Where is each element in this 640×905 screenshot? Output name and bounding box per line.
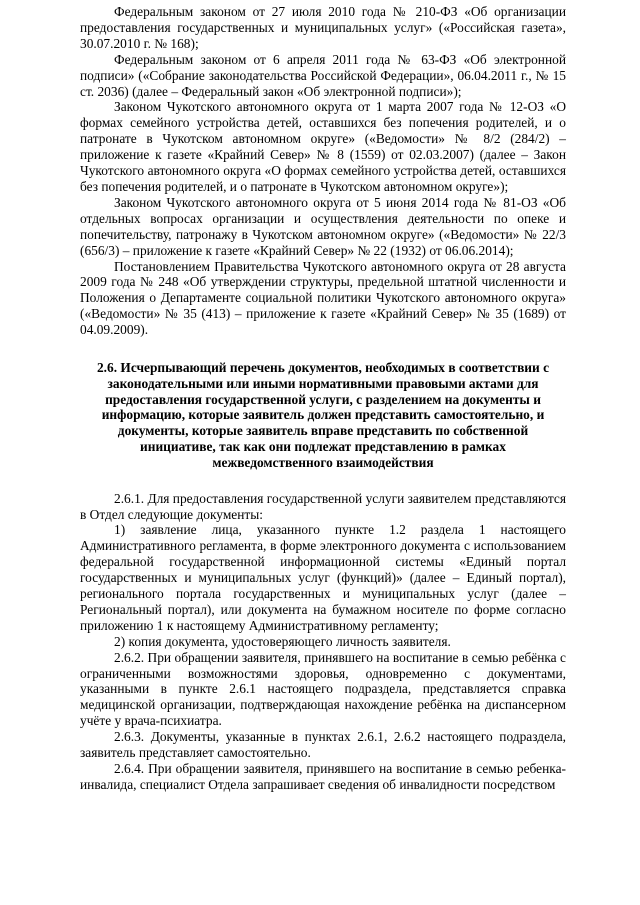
paragraph-2-6-2: 2.6.2. При обращении заявителя, принявшего на воспитание в семью ребёнка с ограниченными возможностями здоровья, одновременно с документами, указанными в пункте 2.6.1 настоящего подраздела, представляется справка медицинской организации, подтверждающая нахождение ребёнка на диспансерном учёте у врача-психиатра. [80, 649, 566, 729]
list-item-id-copy: 2) копия документа, удостоверяющего личность заявителя. [114, 633, 451, 649]
list-item-application: 1) заявление лица, указанного пункте 1.2 раздела 1 настоящего Административного регламента, в форме электронного документа с использованием федеральной государственной информационной системы «Единый портал государственных и муниципальных услуг (функций)» (далее – Единый портал), регионального портала государственных и муниципальных услуг (далее – Региональный портал), или документа на бумажном носителе по форме согласно приложению 1 к настоящему Административному регламенту; [80, 522, 566, 633]
section-heading-2-6: 2.6. Исчерпывающий перечень документов, необходимых в соответствии с законодательными или иными нормативными правовыми актами для предоставления государственной услуги, с разделением на документы и информацию, которые заявитель должен представить самостоятельно, и документы, которые заявитель вправе представить по собственной инициативе, так как они подлежат представлению в рамках межведомственного взаимодействия [96, 360, 550, 470]
paragraph-2-6-3: 2.6.3. Документы, указанные в пунктах 2.6.1, 2.6.2 настоящего подраздела, заявитель представляет самостоятельно. [80, 729, 566, 761]
resolution-reference-248: Постановлением Правительства Чукотского автономного округа от 28 августа 2009 года № 248 «Об утверждении структуры, предельной штатной численности и Положения о Департаменте социальной политики Чукотского автономного округа» («Ведомости» № 35 (413) – приложение к газете «Крайний Север» № 35 (1689) от 04.09.2009). [80, 258, 566, 338]
law-reference-12oz: Законом Чукотского автономного округа от 1 марта 2007 года № 12-ОЗ «О формах семейного устройства детей, оставшихся без попечения родителей, и о патронате в Чукотском автономном округе» («Ведомости» № 8/2 (284/2) – приложение к газете «Крайний Север» № 8 (1559) от 02.03.2007) (далее – Закон Чукотского автономного округа «О формах семейного устройства детей, оставшихся без попечения родителей, и о патронате в Чукотском автономном округе»); [80, 99, 566, 194]
paragraph-2-6-1: 2.6.1. Для предоставления государственной услуги заявителем представляются в Отдел следующие документы: [80, 490, 566, 522]
law-reference-210fz: Федеральным законом от 27 июля 2010 года № 210-ФЗ «Об организации предоставления государственных и муниципальных услуг» («Российская газета», 30.07.2010 г. № 168); [80, 4, 566, 51]
law-reference-81oz: Законом Чукотского автономного округа от 5 июня 2014 года № 81-ОЗ «Об отдельных вопросах организации и осуществления деятельности по опеке и попечительству, патронажу в Чукотском автономном округе» («Ведомости» № 22/3 (656/3) – приложение к газете «Крайний Север» № 22 (1932) от 06.06.2014); [80, 194, 566, 258]
paragraph-2-6-4: 2.6.4. При обращении заявителя, принявшего на воспитание в семью ребенка-инвалида, специалист Отдела запрашивает сведения об инвалидности посредством [80, 761, 566, 792]
law-reference-63fz: Федеральным законом от 6 апреля 2011 года № 63-ФЗ «Об электронной подписи» («Собрание законодательства Российской Федерации», 06.04.2011 г., № 15 ст. 2036) (далее – Федеральный закон «Об электронной подписи»); [80, 51, 566, 99]
